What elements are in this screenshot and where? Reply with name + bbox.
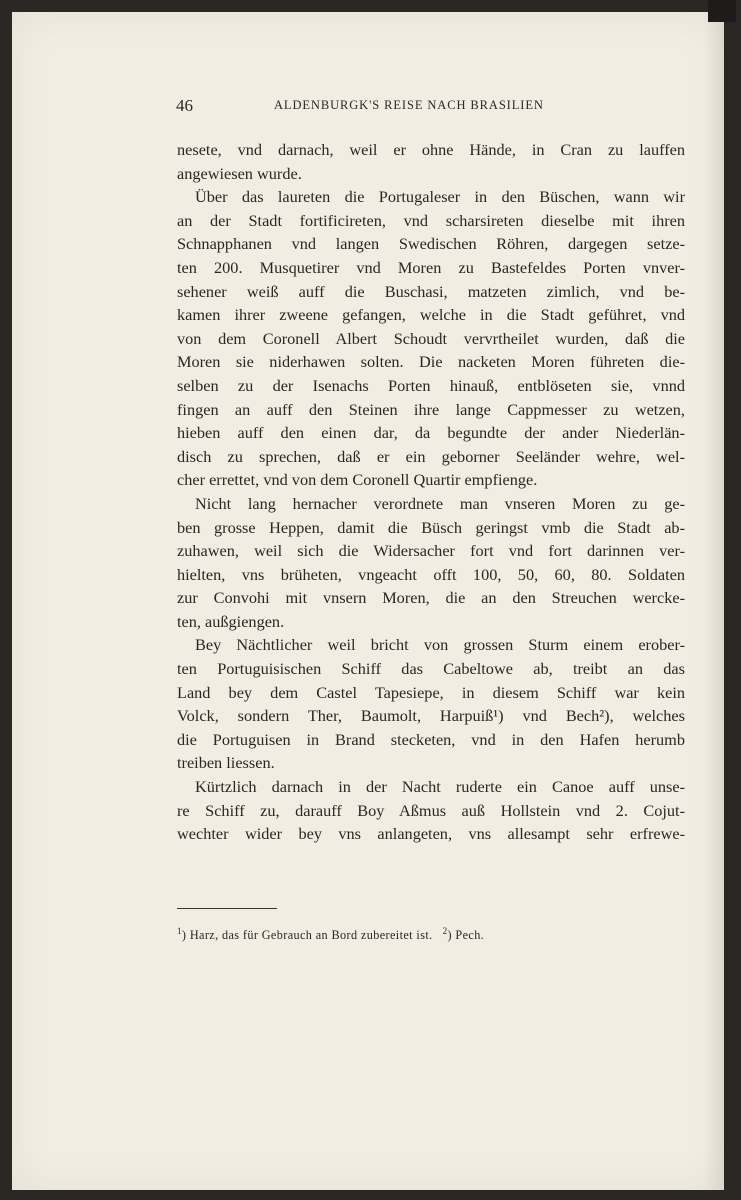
page-edge-shadow [704,12,724,1190]
text-line: Volck, sondern Ther, Baumolt, Harpuiß¹) vnd Bech²), welches [177,706,685,726]
text-line: zur Convohi mit vnsern Moren, die an den Streuchen wercke- [177,588,685,608]
text-line: fingen an auff den Steinen ihre lange Cappmesser zu wetzen, [177,399,685,419]
text-line: selben zu der Isenachs Porten hinauß, entblöseten sie, vnnd [177,375,685,395]
text-line: Kürtzlich darnach in der Nacht ruderte ein Canoe auff unse- [195,777,685,797]
text-line: zuhawen, weil sich die Widersacher fort vnd fort darinnen ver- [177,541,685,561]
running-title: ALDENBURGK'S REISE NACH BRASILIEN [274,98,544,112]
text-line: angewiesen wurde. [177,163,302,183]
text-line: Nicht lang hernacher verordnete man vnseren Moren zu ge- [195,493,685,513]
paragraph [177,775,685,846]
text-line: hieben auff den einen dar, da begundte der ander Niederlän- [177,423,685,443]
text-line: sehener weiß auff die Buschasi, matzeten zimlich, vnd be- [177,281,685,301]
text-line: an der Stadt fortificireten, vnd scharsireten dieselbe mit ihren [177,210,685,230]
text-line: treiben liessen. [177,753,275,773]
running-head [176,96,596,126]
footnote-1-mark: 1 [177,925,182,936]
paragraph [177,138,685,185]
footnote-1-text: Harz, das für Gebrauch an Bord zubereitet ist. [189,928,433,942]
text-line: ten, außgiengen. [177,611,285,631]
text-line: cher errettet, vnd von dem Coronell Quartir empfienge. [177,470,538,490]
text-line: Moren sie niderhawen solten. Die nacketen Moren führeten die- [177,352,685,372]
footnote-2-mark: 2 [442,925,448,936]
text-line: ten Portuguisischen Schiff das Cabeltowe ab, treibt an das [177,659,685,679]
text-line: wechter wider bey vns anlangeten, vns allesampt sehr erfrewe- [177,824,685,844]
text-line: von dem Coronell Albert Schoudt vervrtheilet wurden, daß die [177,328,685,348]
footnote-2-text: Pech. [455,928,485,942]
text-line: kamen ihrer zweene gefangen, welche in die Stadt geführet, vnd [177,305,685,325]
text-line: Schnapphanen vnd langen Swedischen Röhren, dargegen setze- [177,234,685,254]
text-line: nesete, vnd darnach, weil er ohne Hände, in Cran zu lauffen [177,140,685,159]
footnotes: $^1$) Harz, das für Gebrauch an Bord zubereitet ist. $^2$) Pech. [177,925,485,942]
paragraph [177,633,685,775]
text-line: hielten, vns brüheten, vngeacht offt 100, 50, 60, 80. Soldaten [177,564,685,584]
text-line: Land bey dem Castel Tapesiepe, in diesem Schiff war kein [177,682,685,702]
text-line: re Schiff zu, darauff Boy Aßmus auß Hollstein vnd 2. Cojut- [177,800,685,820]
paragraph [177,185,685,492]
body-text [177,138,685,846]
text-line: ten 200. Musquetirer vnd Moren zu Bastefeldes Porten vnver- [177,257,685,277]
text-line: Über das laureten die Portugaleser in den Büschen, wann wir [195,187,685,207]
text-line: ben grosse Heppen, damit die Büsch geringst vmb die Stadt ab- [177,517,685,537]
text-line: Bey Nächtlicher weil bricht von grossen Sturm einem erober- [195,635,685,655]
paragraph [177,492,685,634]
text-line: disch zu sprechen, daß er ein geborner Seeländer wehre, wel- [177,446,685,466]
page-number: 46 [176,96,193,115]
text-line: die Portuguisen in Brand stecketen, vnd in den Hafen herumb [177,729,685,749]
scan-corner [708,0,736,22]
footnote-rule [177,908,277,909]
